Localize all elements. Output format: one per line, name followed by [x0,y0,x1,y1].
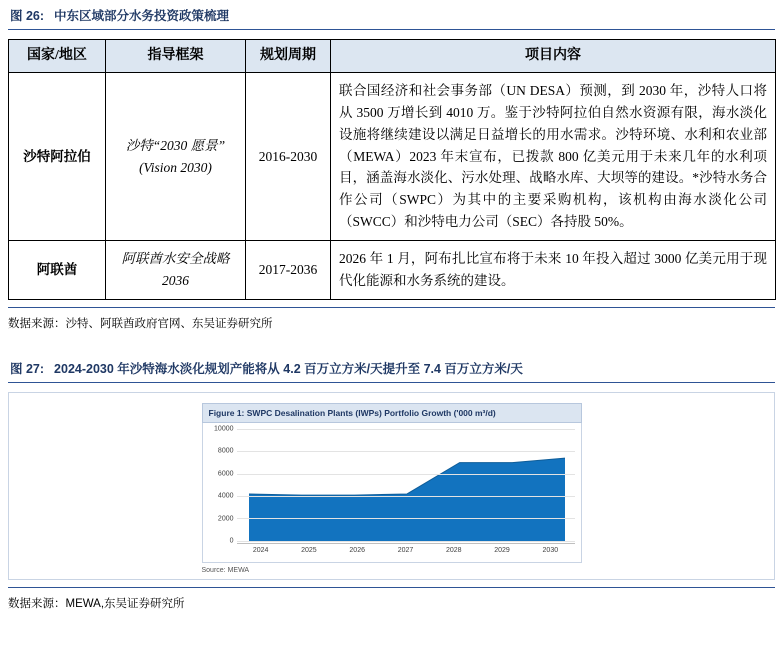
gridline [237,429,575,430]
gridline [237,541,575,542]
column-header-content: 项目内容 [331,40,776,73]
x-axis [237,543,575,558]
chart-source-note: Source: MEWA [201,566,250,574]
framework-line-1: 沙特“2030 愿景” [125,137,226,153]
figure-27-source: 数据来源：MEWA,东吴证券研究所 [8,587,775,611]
y-tick-8000: 8000 [217,447,234,455]
y-tick-2000: 2000 [217,515,234,523]
y-tick-4000: 4000 [217,492,234,500]
y-axis [203,423,237,545]
figure-27-title: 2024-2030 年沙特海水淡化规划产能将从 4.2 百万立方米/天提升至 7.4 百万立方米/天 [54,361,523,376]
figure-27-number: 图 27: [10,361,45,376]
y-tick-0: 0 [229,537,234,545]
table-row [9,241,776,300]
x-tick-2024: 2024 [252,546,269,554]
figure-27-heading [8,353,775,383]
cell-period-uae: 2017-2036 [246,241,331,300]
chart-plot-box [202,423,582,563]
gridline [237,474,575,475]
column-header-framework: 指导框架 [106,40,246,73]
x-tick-2025: 2025 [301,546,317,554]
chart-inner [202,403,582,574]
framework-line-1: 阿联酋水安全战略 [121,251,230,267]
gridline [237,518,575,519]
cell-content-uae: 2026 年 1 月，阿布扎比宣布将于未来 10 年投入超过 3000 亿美元用于现代化能源和水务系统的建设。 [331,241,776,300]
table-header-row [9,40,776,73]
policy-table [8,39,776,300]
column-header-period: 规划周期 [246,40,331,73]
figure-26-heading [8,0,775,30]
x-tick-2030: 2030 [542,546,559,554]
x-tick-2029: 2029 [494,546,510,554]
cell-framework-saudi [106,73,246,241]
x-tick-2027: 2027 [397,546,414,554]
figure-26-number: 图 26: [10,9,45,23]
x-tick-2026: 2026 [349,546,365,554]
chart-container [8,392,775,580]
gridline [237,451,575,452]
framework-line-2: (Vision 2030) [139,159,212,175]
cell-framework-uae [106,241,246,300]
y-tick-10000: 10000 [214,425,234,433]
figure-27-block [8,353,775,611]
y-tick-6000: 6000 [217,470,234,478]
chart-plot-area [237,429,575,541]
cell-period-saudi: 2016-2030 [246,73,331,241]
x-tick-2028: 2028 [445,546,462,554]
table-row [9,73,776,241]
cell-country-saudi: 沙特阿拉伯 [9,73,106,241]
framework-line-2: 2036 [162,272,189,288]
chart-title: Figure 1: SWPC Desalination Plants (IWPs) Portfolio Growth ('000 m³/d) [202,403,582,423]
gridline [237,496,575,497]
cell-content-saudi: 联合国经济和社会事务部（UN DESA）预测，到 2030 年，沙特人口将从 3500 万增长到 4010 万。鉴于沙特阿拉伯自然水资源有限，海水淡化设施将继续建设以满足日益增长的用水需求。沙特环境、水利和农业部（MEWA）2023 年末宣布，已拨款 800 亿美元用于未来几年的水利项目，涵盖海水淡化、污水处理、战略水库、大坝等的建设。*沙特水务合作公司（SWPC）为其中的主要采购机构，该机构由海水淡化公司（SWCC）和沙特电力公司（SEC）各持股 50%。 [331,73,776,241]
area-series-iwp-portfolio [237,429,577,541]
figure-26-source: 数据来源：沙特、阿联酋政府官网、东吴证券研究所 [8,307,775,331]
column-header-country: 国家/地区 [9,40,106,73]
figure-26-title: 中东区域部分水务投资政策梳理 [54,9,230,23]
cell-country-uae: 阿联酋 [9,241,106,300]
